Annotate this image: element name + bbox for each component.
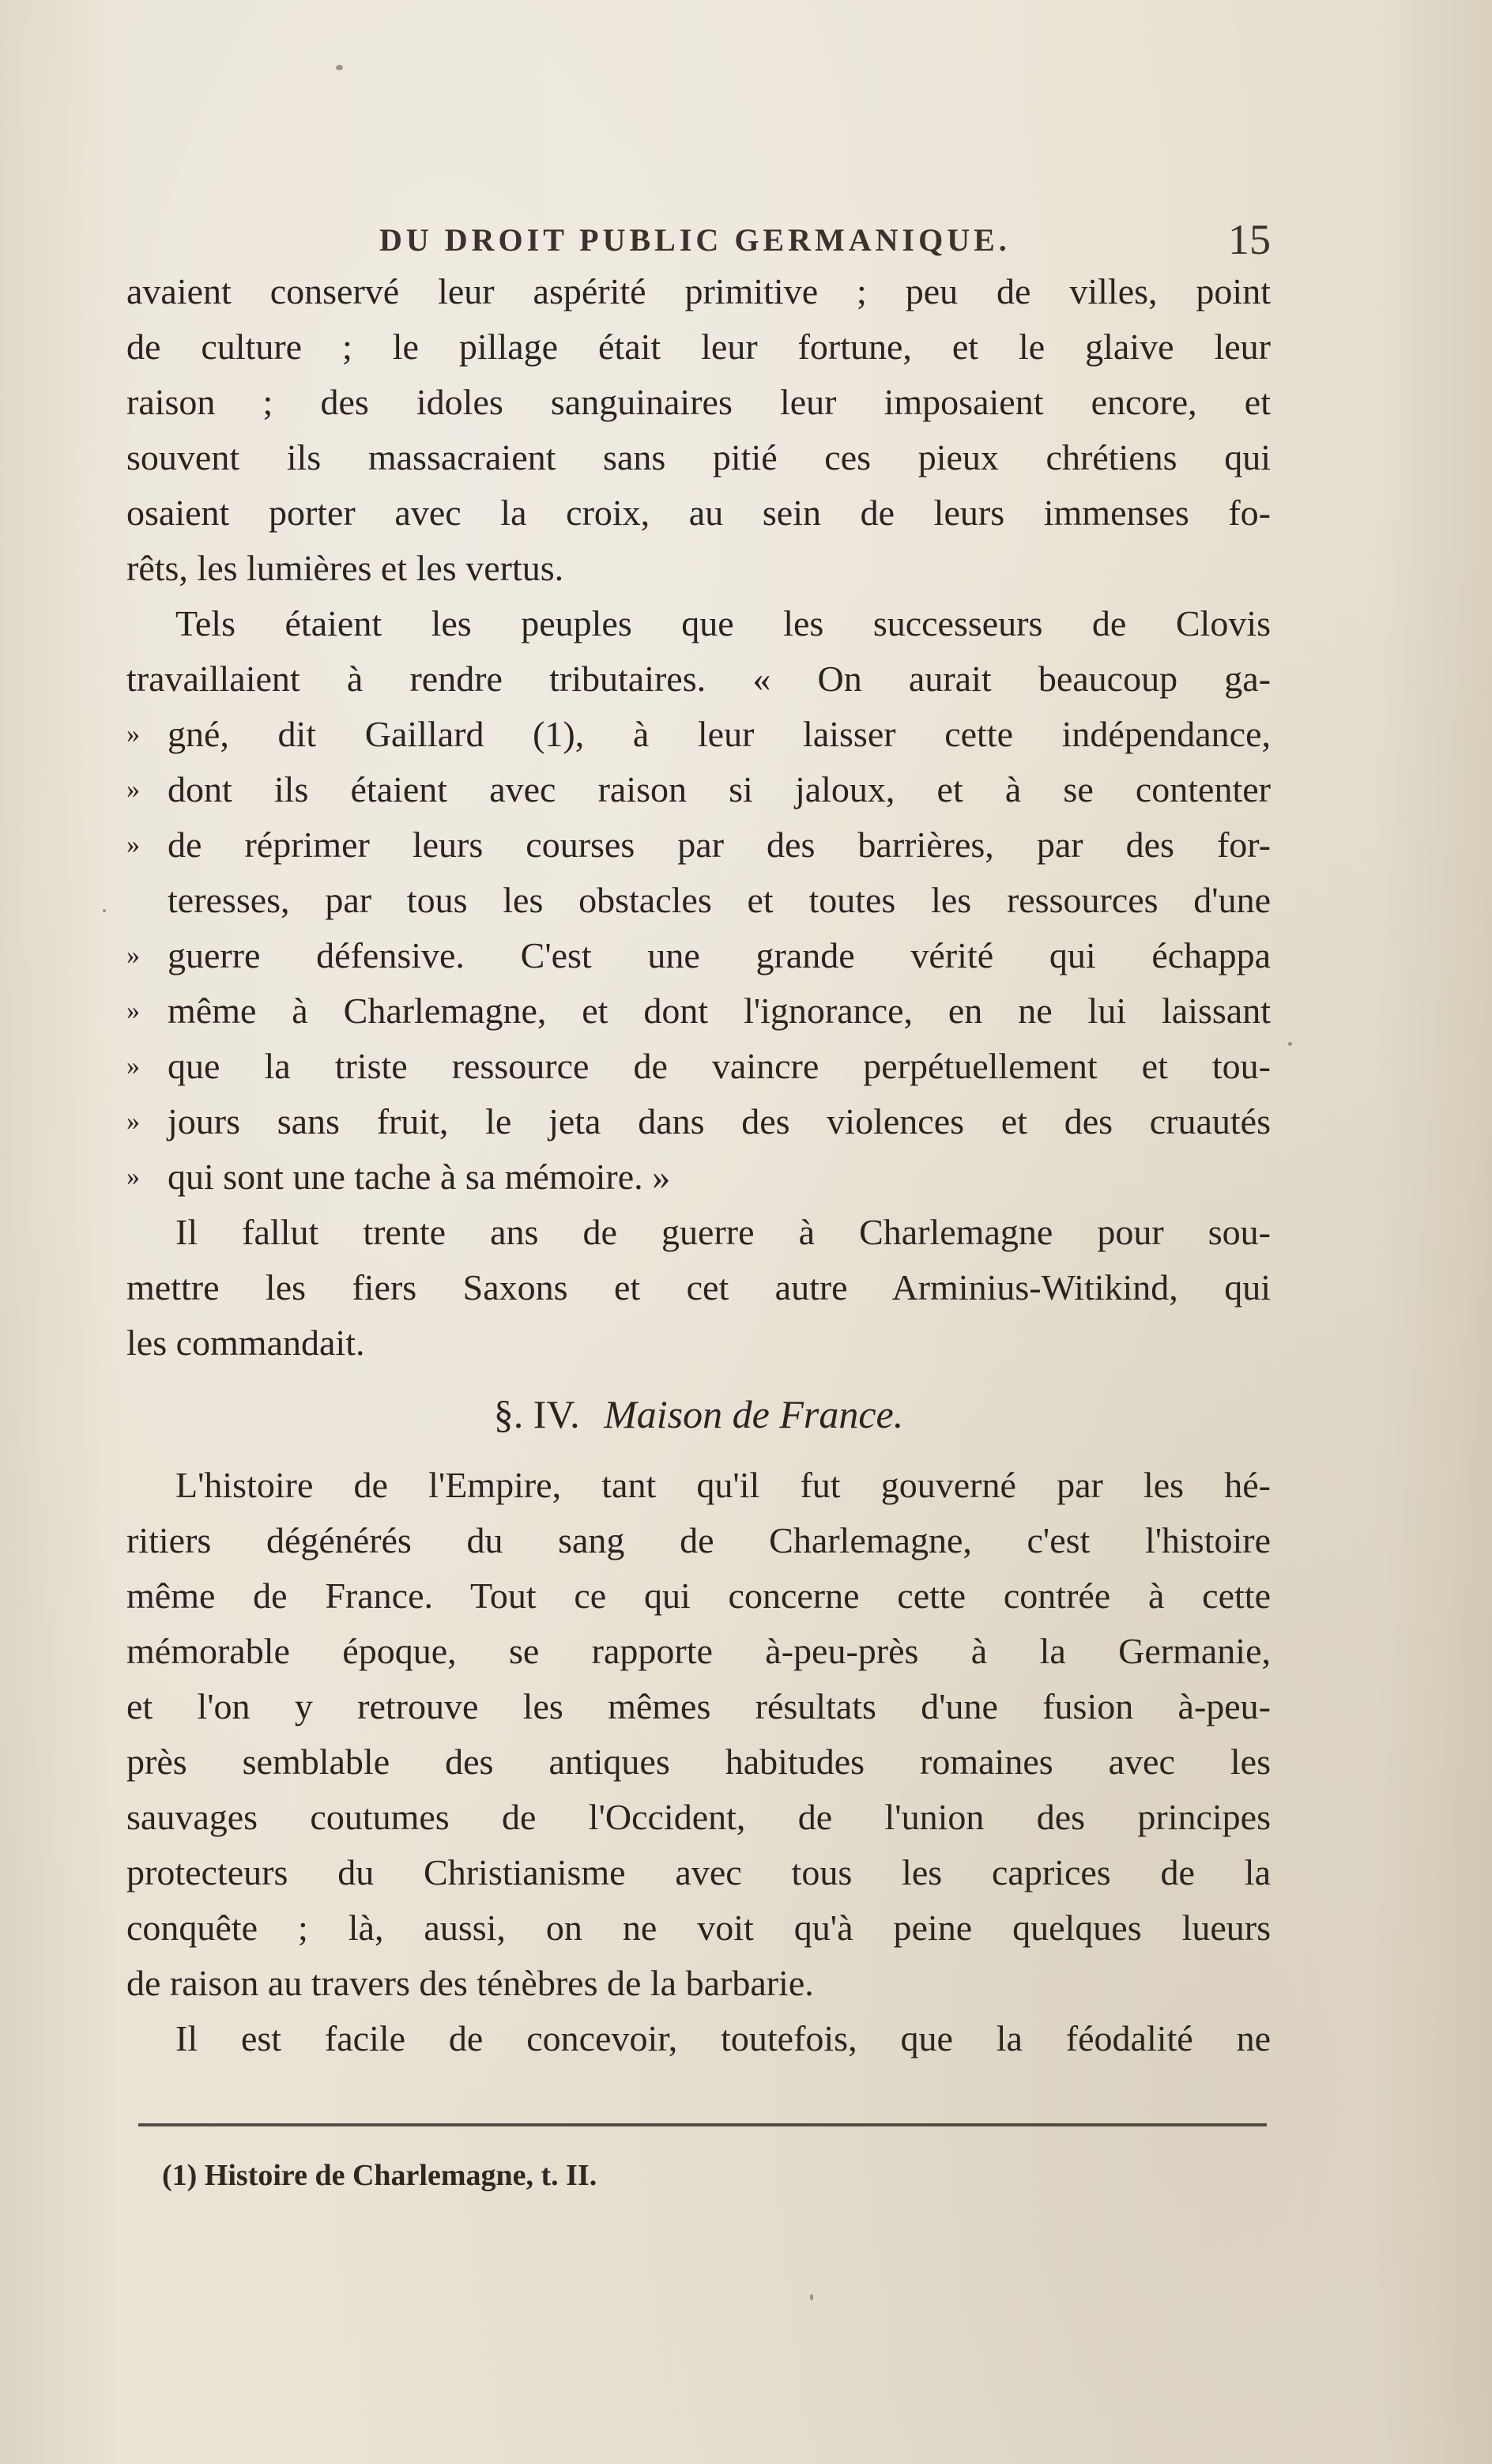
text-line: mettre les fiers Saxons et cet autre Arminius-Witikind, qui: [126, 1267, 1271, 1307]
quote-mark: »: [126, 1162, 140, 1191]
text-line: souvent ils massacraient sans pitié ces pieux chrétiens qui: [126, 437, 1271, 477]
quote-line-unmarked: [126, 873, 1271, 928]
quote-text: de réprimer leurs courses par des barrières, par des for-: [168, 824, 1271, 865]
quote-line: [126, 983, 1271, 1039]
text-line: les commandait.: [126, 1323, 365, 1363]
quote-mark: »: [126, 941, 140, 970]
quote-text: gné, dit Gaillard (1), à leur laisser cette indépendance,: [168, 714, 1271, 754]
quote-text: jours sans fruit, le jeta dans des violences et des cruautés: [168, 1101, 1271, 1141]
paper-speck: [1288, 1042, 1292, 1046]
quote-line: [126, 928, 1271, 983]
text-line: et l'on y retrouve les mêmes résultats d'une fusion à-peu-: [126, 1686, 1271, 1726]
section-number: §. IV.: [493, 1392, 580, 1436]
text-line: près semblable des antiques habitudes romaines avec les: [126, 1741, 1271, 1782]
section-title: Maison de France.: [604, 1392, 904, 1436]
text-line: protecteurs du Christianisme avec tous les caprices de la: [126, 1852, 1271, 1892]
text-line: raison ; des idoles sanguinaires leur imposaient encore, et: [126, 382, 1271, 422]
quote-text: teresses, par tous les obstacles et toutes les ressources d'une: [168, 880, 1271, 920]
text-line: travaillaient à rendre tributaires. « On aurait beaucoup ga-: [126, 658, 1271, 699]
text-line: sauvages coutumes de l'Occident, de l'union des principes: [126, 1797, 1271, 1837]
quote-line: [126, 762, 1271, 817]
quote-mark: »: [126, 830, 140, 859]
paragraph-start-line: Tels étaient les peuples que les successeurs de Clovis: [175, 603, 1271, 643]
text-line: osaient porter avec la croix, au sein de leurs immenses fo-: [126, 492, 1271, 533]
quote-text: qui sont une tache à sa mémoire. »: [168, 1157, 671, 1197]
quote-mark: »: [126, 775, 140, 804]
text-line: de culture ; le pillage était leur fortune, et le glaive leur: [126, 326, 1271, 367]
body-text: [126, 264, 1271, 2066]
running-head: DU DROIT PUBLIC GERMANIQUE.: [379, 222, 1011, 258]
quote-text: dont ils étaient avec raison si jaloux, et à se contenter: [168, 769, 1271, 809]
quote-line: [126, 1149, 1271, 1205]
text-line: mémorable époque, se rapporte à-peu-près à la Germanie,: [126, 1631, 1271, 1671]
quote-mark: »: [126, 1051, 140, 1081]
footnote: (1) Histoire de Charlemagne, t. II.: [162, 2159, 597, 2192]
quote-line: [126, 817, 1271, 873]
quote-text: guerre défensive. C'est une grande vérité qui échappa: [168, 935, 1271, 975]
quote-mark: »: [126, 996, 140, 1025]
paper-speck: [336, 65, 343, 70]
text-line: conquête ; là, aussi, on ne voit qu'à peine quelques lueurs: [126, 1907, 1271, 1948]
text-line: même de France. Tout ce qui concerne cette contrée à cette: [126, 1575, 1271, 1616]
section-heading: [126, 1371, 1271, 1458]
quote-line: [126, 707, 1271, 762]
paragraph-start-line: Il est facile de concevoir, toutefois, que la féodalité ne: [175, 2018, 1271, 2058]
footnote-rule: [138, 2123, 1267, 2126]
paper-speck: [103, 909, 106, 912]
quote-text: que la triste ressource de vaincre perpétuellement et tou-: [168, 1046, 1271, 1086]
paper-speck: [810, 2294, 813, 2300]
text-line: ritiers dégénérés du sang de Charlemagne, c'est l'histoire: [126, 1520, 1271, 1560]
page-number: 15: [1228, 216, 1271, 263]
quote-mark: »: [126, 1107, 140, 1136]
text-line: avaient conservé leur aspérité primitive ; peu de villes, point: [126, 271, 1271, 311]
paragraph-start-line: L'histoire de l'Empire, tant qu'il fut gouverné par les hé-: [175, 1465, 1271, 1505]
quote-text: même à Charlemagne, et dont l'ignorance, en ne lui laissant: [168, 991, 1271, 1031]
text-line: rêts, les lumières et les vertus.: [126, 548, 564, 588]
text-line: de raison au travers des ténèbres de la barbarie.: [126, 1963, 814, 2003]
quote-line: [126, 1039, 1271, 1094]
quote-line: [126, 1094, 1271, 1149]
paragraph-start-line: Il fallut trente ans de guerre à Charlemagne pour sou-: [175, 1212, 1271, 1252]
page-header: [126, 215, 1271, 262]
quote-mark: »: [126, 719, 140, 749]
